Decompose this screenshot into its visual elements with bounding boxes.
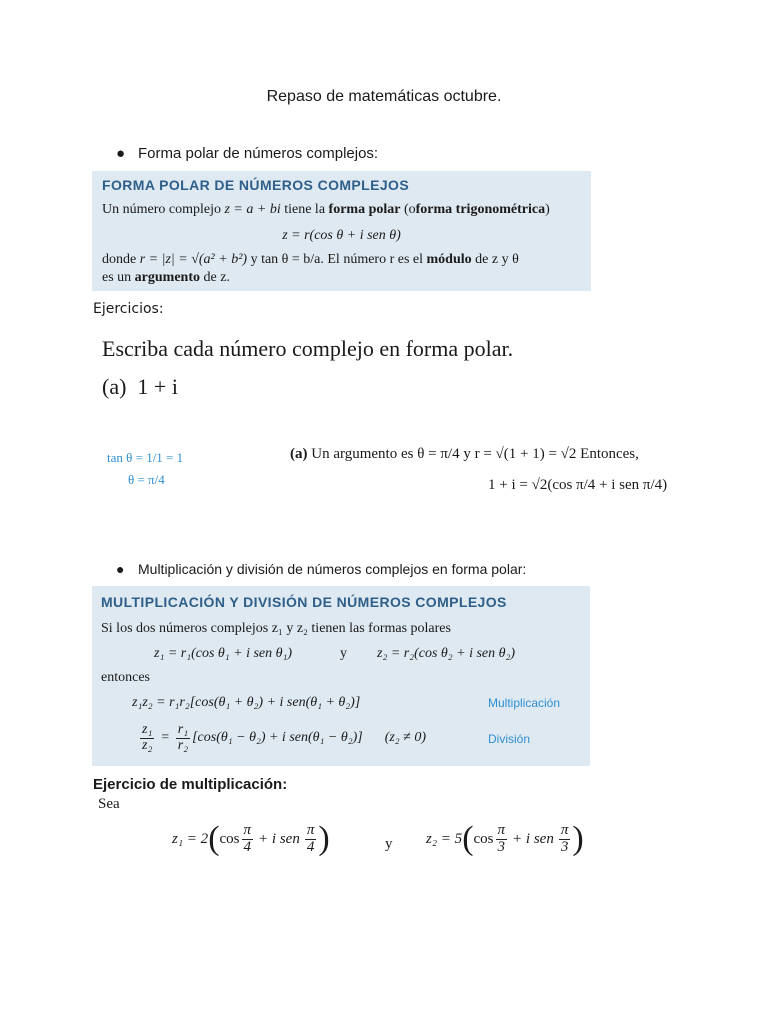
- z1-definition: z₁ = 2 ( cos $\frac{\pi}{4}$ + i sen $\frac{\pi}{4}$ ): [172, 820, 330, 857]
- polar-form-box: [92, 171, 591, 291]
- r-fraction: $\frac{\text{r₁}}{\text{r₂}}$: [177, 722, 189, 753]
- box-line-1: Un número complejo z = a + bi tiene la forma polar (oforma trigonométrica): [102, 202, 550, 217]
- bullet-polar-form: [116, 145, 378, 162]
- exercise-instruction: Escriba cada número complejo en forma polar.: [102, 336, 514, 361]
- box-heading: MULTIPLICACIÓN Y DIVISIÓN DE NÚMEROS COMPLEJOS: [101, 594, 507, 610]
- and-word: y: [340, 646, 347, 661]
- div-label: División: [488, 732, 531, 746]
- z2-definition: z₂ = 5 ( cos $\frac{\pi}{3}$ + i sen $\frac{\pi}{3}$ ): [426, 820, 584, 857]
- solution-result: 1 + i = √2(cos π/4 + i sen π/4): [488, 477, 668, 493]
- sea-word: Sea: [98, 796, 120, 812]
- box-heading: FORMA POLAR DE NÚMEROS COMPLEJOS: [102, 177, 410, 193]
- mult-formula: z₁z₂ = r₁r₂[cos(θ₁ + θ₂) + i sen(θ₁ + θ₂)]: [132, 695, 361, 710]
- solution-line: (a) Un argumento es θ = π/4 y r = √(1 + 1) = √2 Entonces,: [290, 446, 639, 462]
- side-note-theta: θ = π/4: [128, 472, 165, 487]
- div-formula: $\frac{\text{z₁}}{\text{z₂}}$ = $\frac{\text{r₁}}{\text{r₂}}$ [cos(θ₁ − θ₂) + i sen(θ₁ − θ₂)] (z₂ ≠ 0): [142, 722, 427, 753]
- z1-polar: z₁ = r₁(cos θ₁ + i sen θ₁): [154, 646, 293, 661]
- mult-label: Multiplicación: [488, 696, 561, 710]
- and-word: y: [385, 836, 393, 852]
- z-fraction: $\frac{\text{z₁}}{\text{z₂}}$: [142, 722, 153, 753]
- box-line-4: es un argumento de z.: [102, 270, 230, 285]
- bullet-icon: ●: [116, 561, 125, 577]
- mult-exercise-heading: Ejercicio de multiplicación:: [93, 776, 288, 793]
- bullet-mult-div: [116, 561, 526, 577]
- bullet-text: Forma polar de números complejos:: [138, 145, 379, 162]
- side-note-tan: tan θ = 1/1 = 1: [107, 450, 184, 465]
- box-line-1: Si los dos números complejos z₁ y z₂ tienen las formas polares: [101, 621, 451, 636]
- polar-formula: z = r(cos θ + i sen θ): [282, 228, 401, 243]
- bullet-icon: ●: [116, 145, 126, 162]
- bullet-text: Multiplicación y división de números complejos en forma polar:: [138, 561, 527, 577]
- exercises-label: Ejercicios:: [93, 301, 164, 317]
- z2-polar: z₂ = r₂(cos θ₂ + i sen θ₂): [377, 646, 516, 661]
- exercise-item-a: (a) 1 + i: [102, 374, 178, 399]
- page-title: Repaso de matemáticas octubre.: [266, 88, 502, 105]
- mult-div-box: [92, 586, 590, 766]
- entonces-word: entonces: [101, 670, 150, 685]
- box-line-3: donde r = |z| = √(a² + b²) y tan θ = b/a. El número r es el módulo de z y θ: [102, 252, 519, 267]
